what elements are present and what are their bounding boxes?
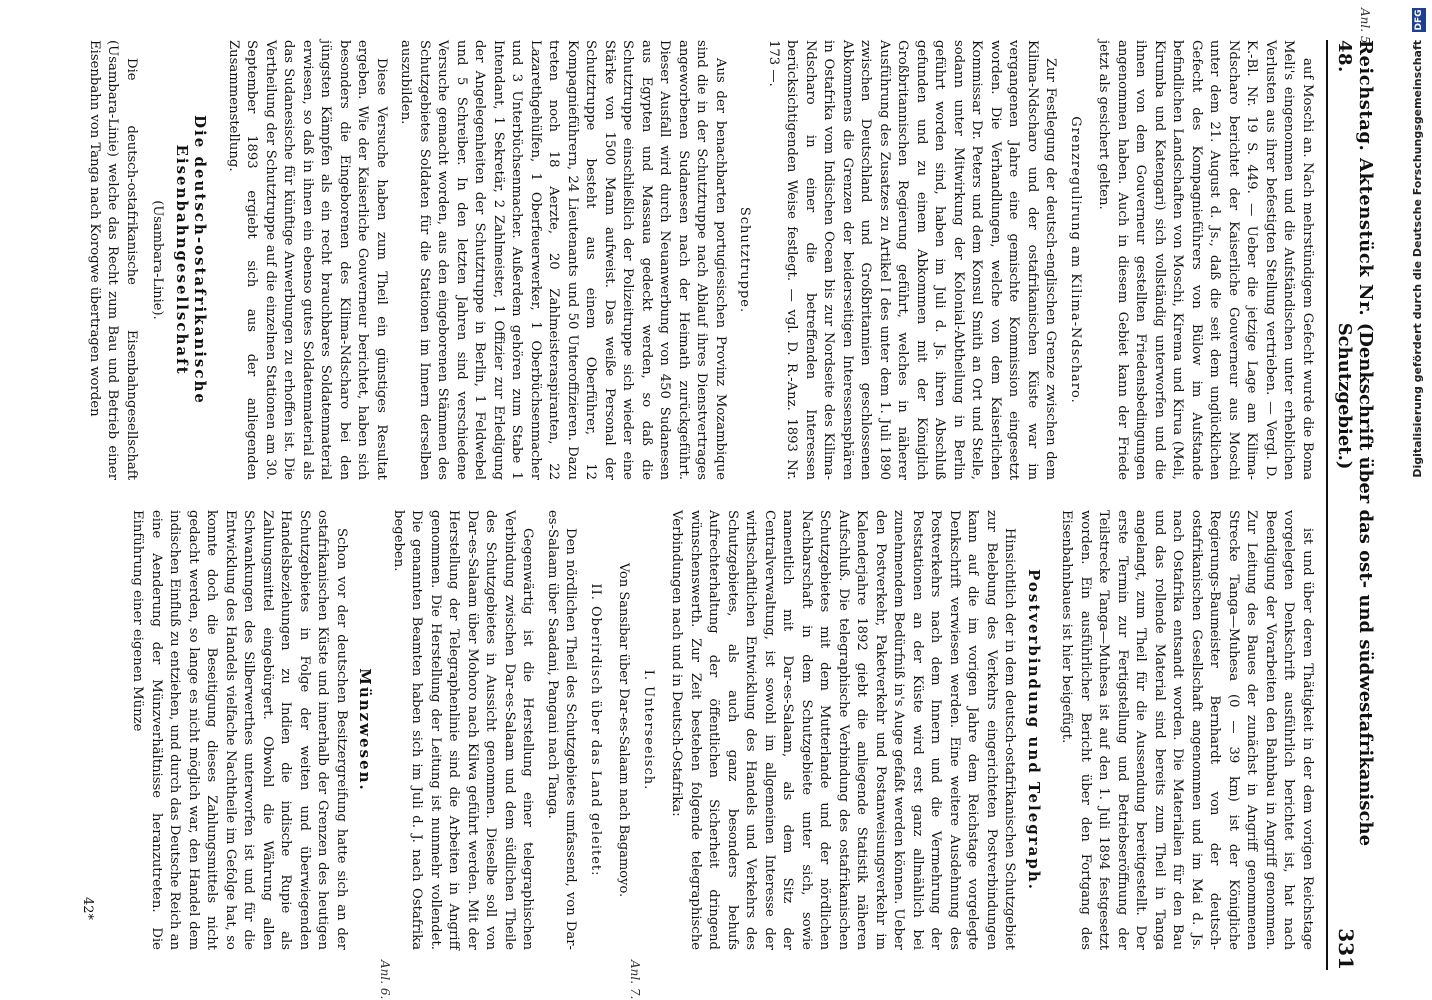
paragraph: Schon vor der deutschen Besitzergreifung hatte sich an der ostafrikanischen Küste und innerhalb der Grenzen des heutigen Schutzgebietes in Folge der weiten und überwiegenden Handelsbeziehungen zu Indien die indische Rupie als Zahlungsmittel eingebürgert. Obwohl die Währung allen Schwankungen des Silberwerthes unterworfen ist und für die Entwicklung des Handels vielfache Nachtheile im Gefolge hat, so konnte doch die Beseitigung dieses Zahlungsmittels nicht gedacht werden, so lange es nicht möglich war, den Handel dem indischen Einfluß zu entziehen, und durch das Deutsche Reich an eine Aenderung der Münzverhältnisse heranzutreten. Die Einführung einer eigenen Münze	[130, 510, 349, 950]
paragraph: Zur Festlegung der deutsch-englischen Grenze zwischen dem Kilima-Ndscharo und der ostafrikanischen Küste war im vergangenen Jahre eine gemischte Kommission eingesetzt worden. Die Verhandlungen, welche von dem Kaiserlichen Kommissar Dr. Peters und dem Konsul Smith an Ort und Stelle, sodann unter Mitwirkung der Kolonial-Abtheilung in Berlin geführt worden sind, haben im Juli d. Js. ihren Abschluß gefunden und zu einem Abkommen mit der Königlich Großbritannischen Regierung geführt, welches in näherer Ausführung des Zusatzes zu Artikel I des unter dem 1. Juli 1890 zwischen Deutschland und Großbritannien geschlossenen Abkommens die Grenzen der beiderseitigen Interessensphären in Ostafrika vom Indischen Ocean bis zur Nordseite des Kilima-Ndscharo in einer die betreffenden Interessen berücksichtigenden Weise festlegt. — vgl. D. R.-Anz. 1893 Nr. 173 —.	[766, 40, 1059, 480]
paragraph: Diese Versuche haben zum Theil ein günstiges Resultat ergeben. Wie der Kaiserliche Gouverneur berichtet, haben sich besonders die Eingeborenen des Kilima-Ndscharo bei den jüngsten Kämpfen als ein recht brauchbares Soldatenmaterial erwiesen, so daß in ihnen ein ebenso gutes Soldatenmaterial als das Sudanesische für künftige Anwerbungen zu erhoffen ist. Die Vertheilung der Schutztruppe auf die einzelnen Stationen am 30. September 1893 ergiebt sich aus der anliegenden Zusammenstellung.	[226, 40, 389, 480]
page-number: 331	[1334, 928, 1358, 970]
page-signature: 42*	[80, 896, 95, 920]
paragraph: auf Moschi an. Nach mehrstündigem Gefecht wurde die Boma Meli's eingenommen und die Aufständischen unter erheblichen Verlusten aus ihrer befestigten Stellung vertrieben. — Vergl. D. K.-Bl. Nr. 19 S. 449. — Ueber die jetzige Lage am Kilima-Ndscharo berichtet der Kaiserliche Gouverneur aus Moschi unter dem 21. August d. Js., daß die seit dem unglücklichen Gefecht des Kompagnieführers von Bülow im Aufstande befindlichen Landschaften von Moschi, Kirema und Kirua (Meli, Kirumba und Katengari) sich vollständig unterworfen und die ihnen von dem Gouverneur gestellten Friedensbedingungen angenommen haben. Auch in diesem Gebiet kann der Friede jetzt als gesichert gelten.	[1096, 40, 1315, 480]
section-subheading: (Usambara-Linie).	[150, 200, 166, 320]
paragraph: ist und über deren Thätigkeit in der dem vorigen Reichstage vorgelegten Denkschrift ausführlich berichtet ist, hat nach Beendigung der Vorarbeiten den Bahnbau in Angriff genommen. Zur Leitung des Baues der zunächst in Angriff genommenen Strecke Tanga—Muhesa (0 — 39 km) ist der Königliche Regierungs-Baumeister Bernhardt von der deutsch-ostafrikanischen Gesellschaft angenommen und im Mai d. Js. nach Ostafrika entsandt worden. Die Materialien für den Bau und das rollende Material sind bereits zum Theil in Tanga angelangt, zum Theil für die Aussendung bereitgestellt. Der erste Termin zur Fertigstellung und Betriebseröffnung der Teilstrecke Tanga—Muhesa ist auf den 1. Juli 1894 festgesetzt worden. Ein ausführlicher Bericht über den Fortgang des Eisenbahnbaues ist hier beigefügt.	[1059, 510, 1315, 950]
section-heading-bold: Die deutsch-ostafrikanische Eisenbahngesellschaft	[173, 115, 210, 405]
paragraph: Den nördlichen Theil des Schutzgebietes umfassend, von Dar-es-Salaam über Saadani, Pangani nach Tanga.	[545, 510, 579, 950]
section-heading: Grenzregulirung am Kilima-Ndscharo.	[1068, 116, 1083, 404]
section-heading-bold: Postverbindung und Telegraph.	[1025, 569, 1043, 891]
paragraph: Die deutsch-ostafrikanische Eisenbahngesellschaft (Usambara-Linie) welche das Recht zum Bau und Betrieb einer Eisenbahn von Tanga nach Korogwe übertragen worden	[87, 40, 139, 480]
section-heading: I. Unterseeisch.	[641, 669, 656, 791]
digitization-credit-text: Digitalisierung gefördert durch die Deutsche Forschungsgemeinschaft	[1411, 40, 1424, 478]
paragraph: Hinsichtlich der in dem deutsch-ostafrikanischen Schutzgebiet zur Belebung des Verkehrs eingerichteten Postverbindungen kann auf die im vorigen Jahre dem Reichstage vorgelegte Denkschrift verwiesen werden. Eine weitere Ausdehnung des Postverkehrs nach dem Innern und die Vermehrung der Poststationen an der Küste wird erst ganz allmählich bei zunehmendem Bedürfniß in's Auge gefaßt werden können. Ueber den Postverkehr, Paketverkehr und Postanweisungsverkehr im Kalenderjahre 1892 giebt die anliegende Statistik näheren Aufschluß. Die telegraphische Verbindung des ostafrikanischen Schutzgebietes mit dem Mutterlande und der nördlichen Nachbarschaft in dem Schutzgebiete unter sich, sowie namentlich mit Dar-es-Salaam, als dem Sitz der Centralverwaltung, ist sowohl im allgemeinen Interesse der wirthschaftlichen Entwicklung des Handels und Verkehrs des Schutzgebietes, als auch ganz besonders behufs Aufrechterhaltung der öffentlichen Sicherheit dringend wünschenswerth. Zur Zeit bestehen folgende telegraphische Verbindungen nach und in Deutsch-Ostafrika:	[669, 510, 1018, 950]
right-column	[122, 510, 1316, 950]
section-subheading: Von Sansibar über Dar-es-Salaam nach Bagamoyo.	[616, 562, 632, 898]
section-heading-bold: Münzwesen.	[356, 668, 375, 792]
digitization-credit-bar	[1402, 0, 1432, 1000]
margin-annotation: Anl. 7.	[628, 960, 642, 1000]
paragraph: Aus der benachbarten portugiesischen Provinz Mozambique sind die in der Schutztruppe nach Ablauf ihres Dienstvertrages angeworbenen Sudanesen nach der Heimath zurückgeführt. Dieser Ausfall wird durch Neuanwerbung von 450 Sudanesen aus Egypten und Massaua gedeckt werden, so daß die Schutztruppe einschließlich der Polizeitruppe sich wieder eine Stärke von 1500 Mann aufweist. Das weiße Personal der Schutztruppe besteht aus einem Oberführer, 12 Kompagnieführern, 24 Lieutenants und 50 Unteroffizieren. Dazu treten noch 18 Aerzte, 20 Zahlmeisteraspiranten, 22 Lazarethgehülfen, 1 Oberfeuerwerker, 1 Oberbüchsenmacher und 3 Unterbüchsenmacher. Außerdem gehören zum Stabe 1 Intendant, 1 Sekretär, 2 Zahlmeister, 1 Offizier zur Erledigung der Angelegenheiten der Schutztruppe in Berlin, 1 Feldwebel und 5 Schreiber. In den letzten Jahren sind verschiedene Versuche gemacht worden, aus den eingeborenen Stämmen des Schutzgebietes Soldaten für die Stationen im Innern derselben auszubilden.	[398, 40, 728, 480]
header-subtitle: (Denkschrift über das ost- und südwestafrikanische Schutzgebiet.)	[1334, 322, 1376, 847]
page-header	[1326, 40, 1374, 970]
section-heading: II. Oberirdisch über das Land geleitet:	[588, 583, 603, 877]
dfg-logo: DFG	[1414, 9, 1424, 31]
header-title: Reichstag. Aktenstück Nr. 48.	[1334, 40, 1376, 317]
section-heading: Schutztruppe.	[737, 206, 753, 314]
paragraph: Gegenwärtig ist die Herstellung einer telegraphischen Verbindung zwischen Dar-es-Salaam und dem südlichen Theile des Schutzgebietes in Aussicht genommen. Dieselbe soll von Dar-es-Salaam über Mohoro nach Kilwa geführt werden. Mit der Herstellung der Telegraphenlinie sind die Arbeiten in Angriff genommen. Die Herstellung der Leitung ist nunmehr vollendet. Die genannten Beamten haben sich im Juli d. J. nach Ostafrika begeben.	[391, 510, 536, 950]
margin-annotation: Anl. 6.	[378, 960, 392, 1000]
left-column	[79, 40, 1317, 480]
margin-annotation: Anl. 5.	[1358, 8, 1372, 48]
